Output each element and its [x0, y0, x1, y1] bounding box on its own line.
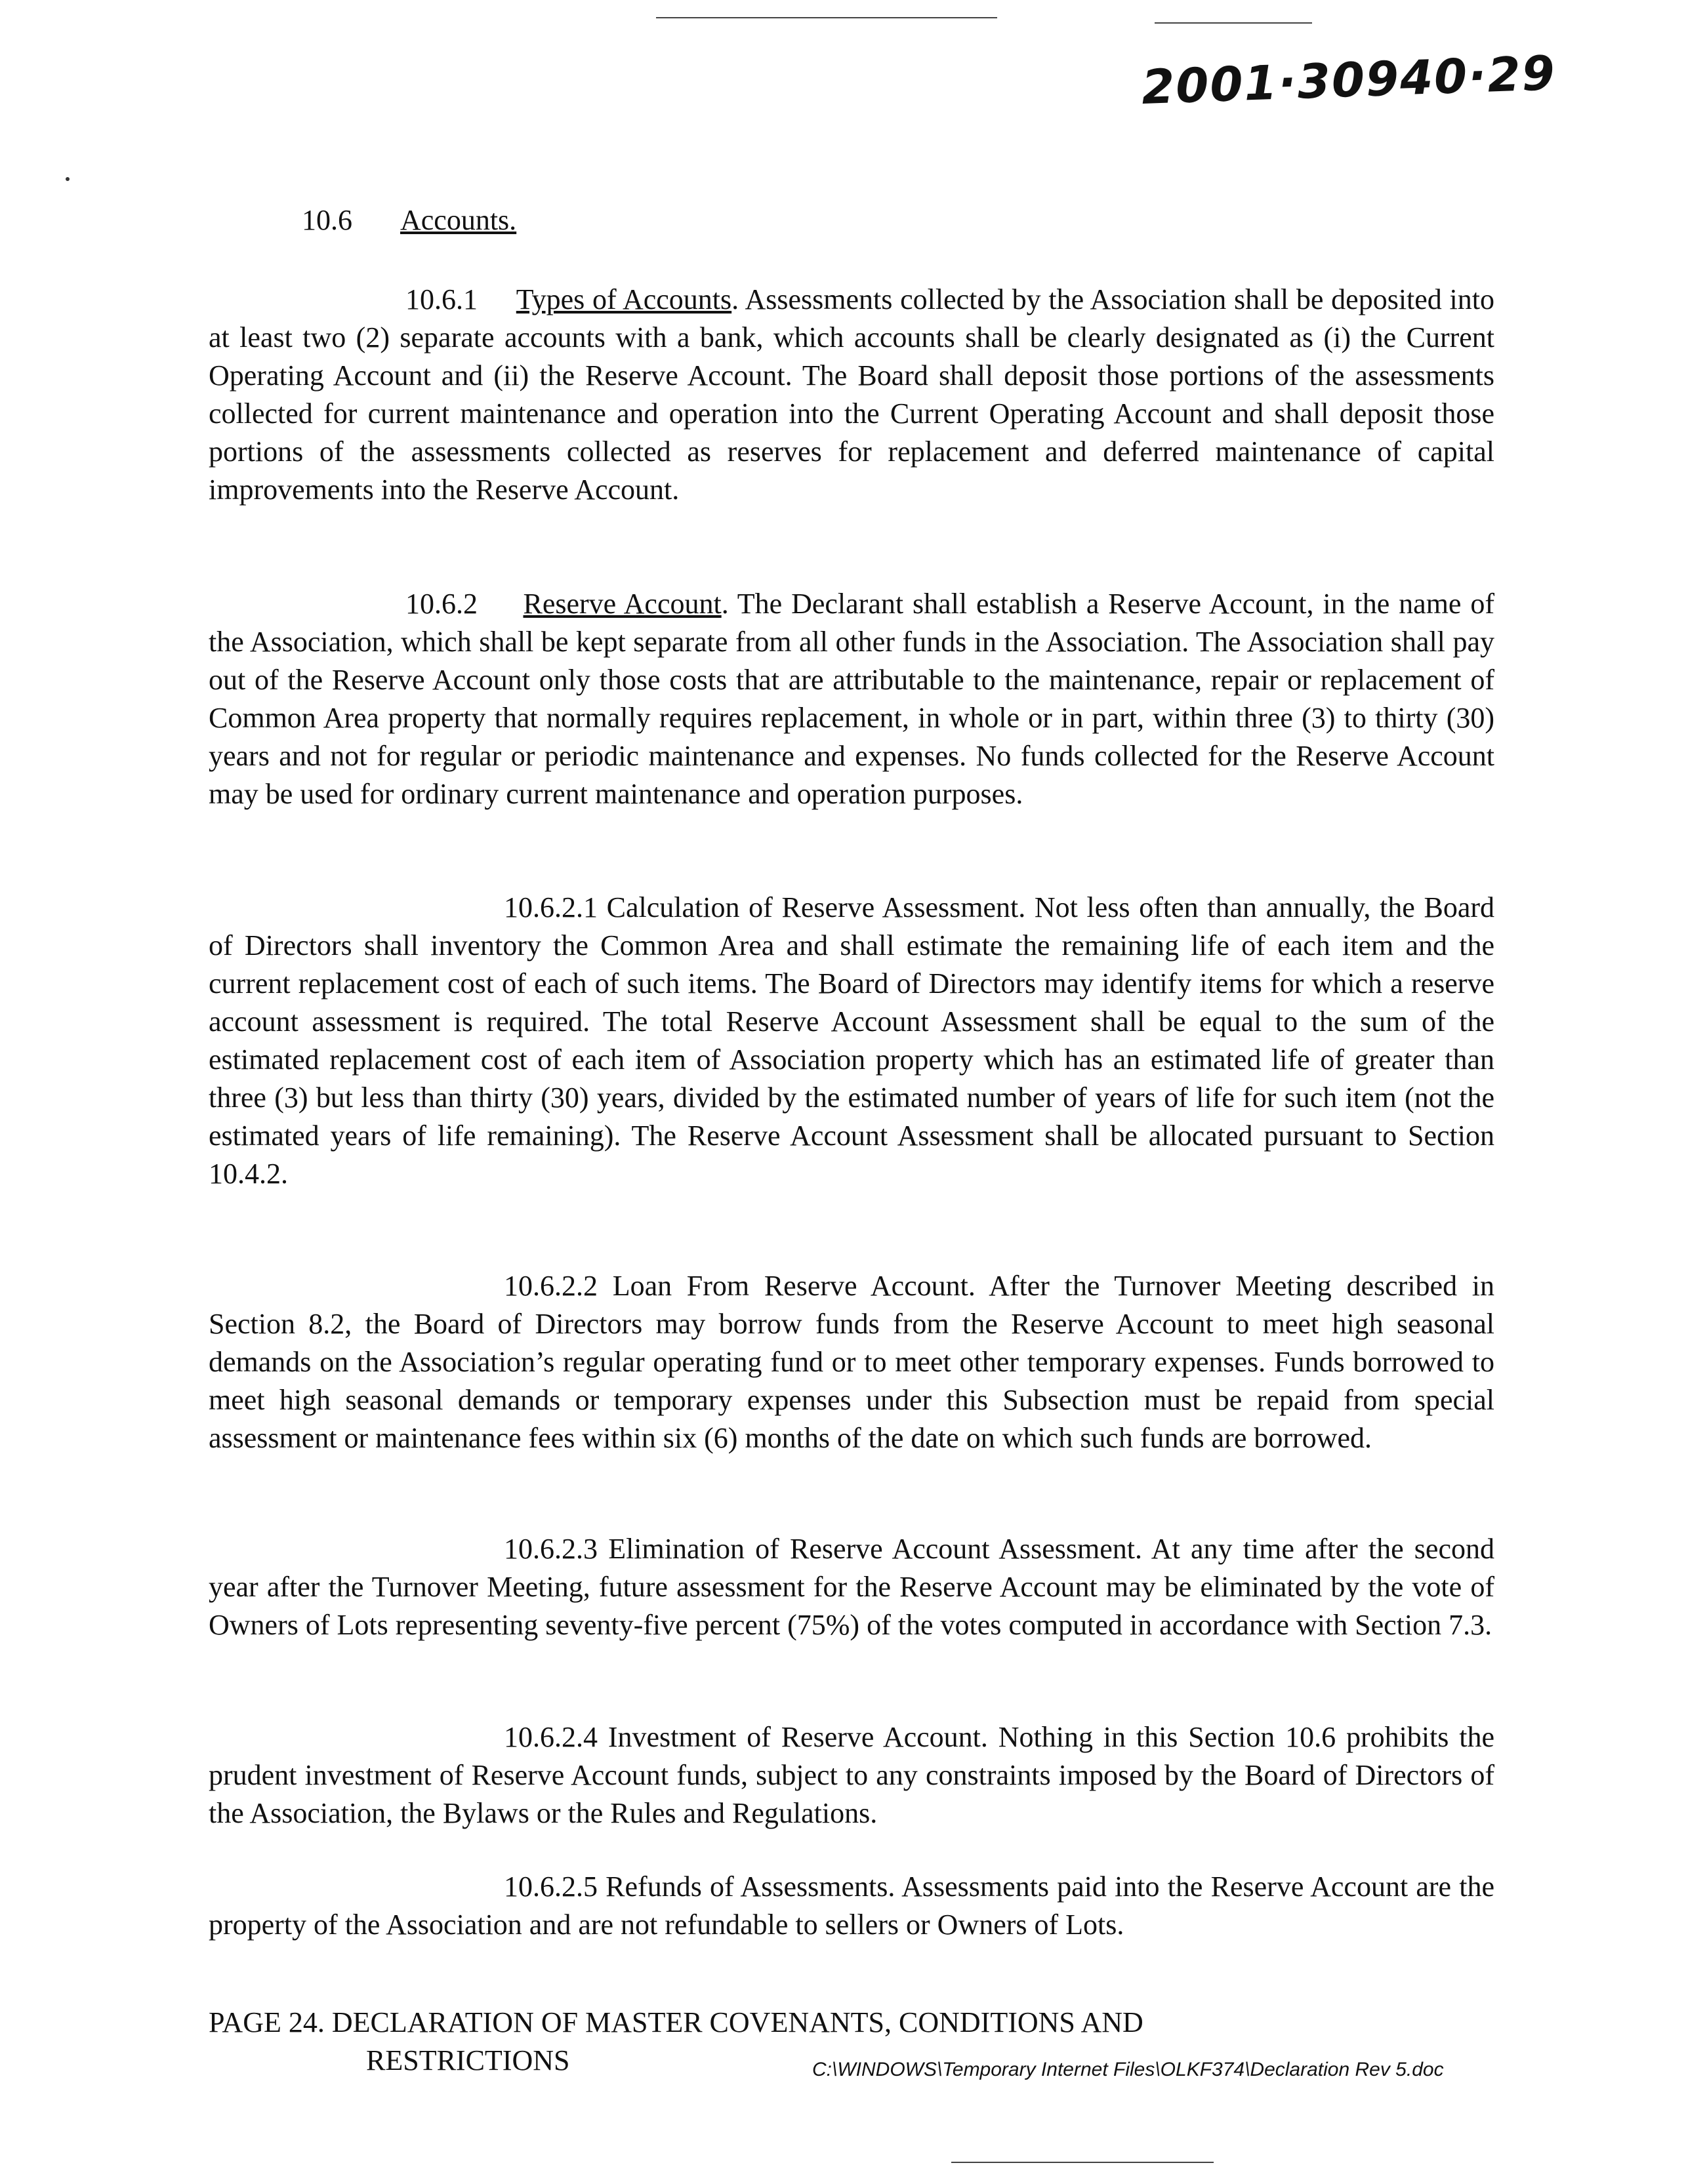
- paragraph-investment-of-reserve: 10.6.2.4 Investment of Reserve Account. Nothing in this Section 10.6 prohibits the prudent investment of Reserve Account funds, subject to any constraints imposed by the Board of Directors of the Association, the Bylaws or the Rules and Regulations.: [209, 1721, 1494, 1829]
- paragraph-reserve-account: [209, 585, 1494, 813]
- footer-line-1: PAGE 24. DECLARATION OF MASTER COVENANTS, CONDITIONS AND: [209, 2006, 1143, 2038]
- scan-artifact-line: [951, 2162, 1214, 2163]
- paragraph-calculation-of-reserve: 10.6.2.1 Calculation of Reserve Assessment. Not less often than annually, the Board of Directors shall inventory the Common Area and shall estimate the remaining life of each item and the current replacement cost of each of such items. The Board of Directors may identify items for which a reserve account assessment is required. The total Reserve Account Assessment shall be equal to the sum of the estimated replacement cost of each item of Association property which has an estimated life of greater than three (3) but less than thirty (30) years, divided by the estimated number of years of life for such item (not the estimated years of life remaining). The Reserve Account Assessment shall be allocated pursuant to Section 10.4.2.: [209, 891, 1494, 1190]
- paragraph-body: . Assessments collected by the Association shall be deposited into at least two (2) separate accounts with a bank, which accounts shall be clearly designated as (i) the Current Operating Account and (ii) the Reserve Account. The Board shall deposit those portions of the assessments collected for current maintenance and operation into the Current Operating Account and shall deposit those portions of the assessments collected as reserves for replacement and deferred maintenance of capital improvements into the Reserve Account.: [209, 283, 1494, 506]
- paragraph-number: 10.6.1: [405, 283, 478, 315]
- footer-line-2-container: [209, 2042, 1494, 2080]
- paragraph-title: Reserve Account: [523, 588, 722, 620]
- page-footer: [209, 2004, 1494, 2080]
- section-number: 10.6: [302, 204, 352, 236]
- paragraph-elimination-of-reserve: 10.6.2.3 Elimination of Reserve Account Assessment. At any time after the second year after the Turnover Meeting, future assessment for the Reserve Account may be eliminated by the vote of Owners of Lots representing seventy-five percent (75%) of the votes computed in accordance with Section 7.3.: [209, 1533, 1494, 1641]
- section-heading: [302, 203, 516, 237]
- paragraph-loan-from-reserve: 10.6.2.2 Loan From Reserve Account. After the Turnover Meeting described in Section 8.2, the Board of Directors may borrow funds from the Reserve Account to meet high seasonal demands on the Association’s regular operating fund or to meet other temporary expenses. Funds borrowed to meet high seasonal demands or temporary expenses under this Subsection must be repaid from special assessment or maintenance fees within six (6) months of the date on which such funds are borrowed.: [209, 1270, 1494, 1454]
- scan-artifact-dot: [66, 177, 70, 181]
- paragraph-body: . The Declarant shall establish a Reserve Account, in the name of the Association, which shall be kept separate from all other funds in the Association. The Association shall pay out of the Reserve Account only those costs that are attributable to the maintenance, repair or replacement of Common Area property that normally requires replacement, in whole or in part, within three (3) to thirty (30) years and not for regular or periodic maintenance and expenses. No funds collected for the Reserve Account may be used for ordinary current maintenance and operation purposes.: [209, 588, 1494, 810]
- paragraph-title: Types of Accounts: [516, 283, 732, 315]
- scan-artifact-line: [1155, 22, 1312, 24]
- paragraph-refunds-of-assessments: 10.6.2.5 Refunds of Assessments. Assessments paid into the Reserve Account are the property of the Association and are not refundable to sellers or Owners of Lots.: [209, 1871, 1494, 1941]
- footer-line-2: RESTRICTIONS: [366, 2044, 570, 2076]
- scan-artifact-line: [656, 17, 997, 18]
- document-number: 2001·30940·29: [1140, 45, 1557, 115]
- paragraph-types-of-accounts: [209, 281, 1494, 509]
- footer-file-path: C:\WINDOWS\Temporary Internet Files\OLKF374\Declaration Rev 5.doc: [812, 2059, 1444, 2080]
- section-title: Accounts.: [400, 204, 517, 236]
- paragraph-number: 10.6.2: [405, 588, 478, 620]
